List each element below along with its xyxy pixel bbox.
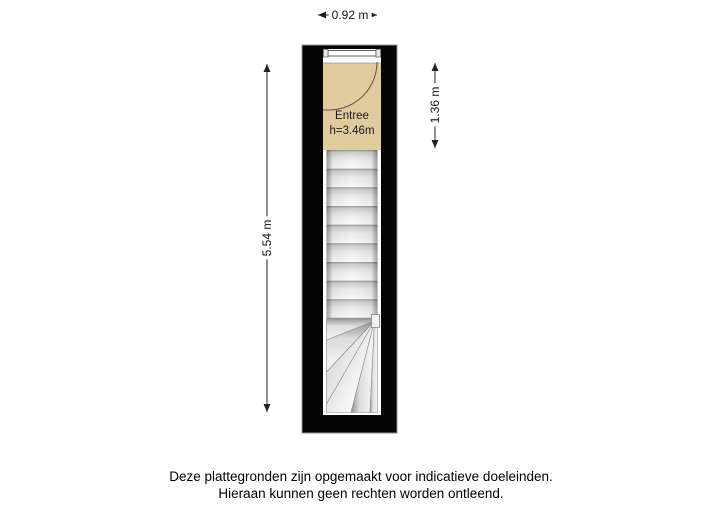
stair-step <box>327 281 378 300</box>
arrow-left-icon <box>318 12 326 19</box>
stair-step <box>327 243 378 262</box>
staircase-winders <box>327 315 380 413</box>
room-ceiling-height: h=3.46m <box>329 125 375 137</box>
dimension-top-label: 0.92 m <box>329 8 372 22</box>
disclaimer <box>169 469 553 502</box>
stair-step <box>327 150 378 169</box>
stair-step <box>327 262 378 281</box>
arrow-down-icon <box>432 140 439 148</box>
stair-step <box>327 187 378 206</box>
floorplan-body <box>302 45 397 433</box>
arrow-up-icon <box>264 64 271 72</box>
stair-step <box>327 225 378 244</box>
stair-step <box>327 299 378 318</box>
disclaimer-line-2: Hieraan kunnen geen rechten worden ontleend. <box>218 485 504 501</box>
dimension-right-label: 1.36 m <box>428 84 442 127</box>
door-leaf <box>328 51 376 57</box>
room-name: Entree <box>335 110 369 122</box>
door-post-right <box>376 50 381 58</box>
disclaimer-line-1: Deze plattegronden zijn opgemaakt voor indicatieve doeleinden. <box>169 469 553 484</box>
door-post-left <box>324 50 329 58</box>
stair-step <box>327 206 378 225</box>
newel-post <box>372 315 380 328</box>
stair-step <box>327 169 378 188</box>
entree-room-label <box>329 109 374 139</box>
staircase-straight <box>327 150 378 318</box>
arrow-down-icon <box>264 404 271 412</box>
dimension-left-label: 5.54 m <box>260 217 274 260</box>
arrow-up-icon <box>432 63 439 71</box>
